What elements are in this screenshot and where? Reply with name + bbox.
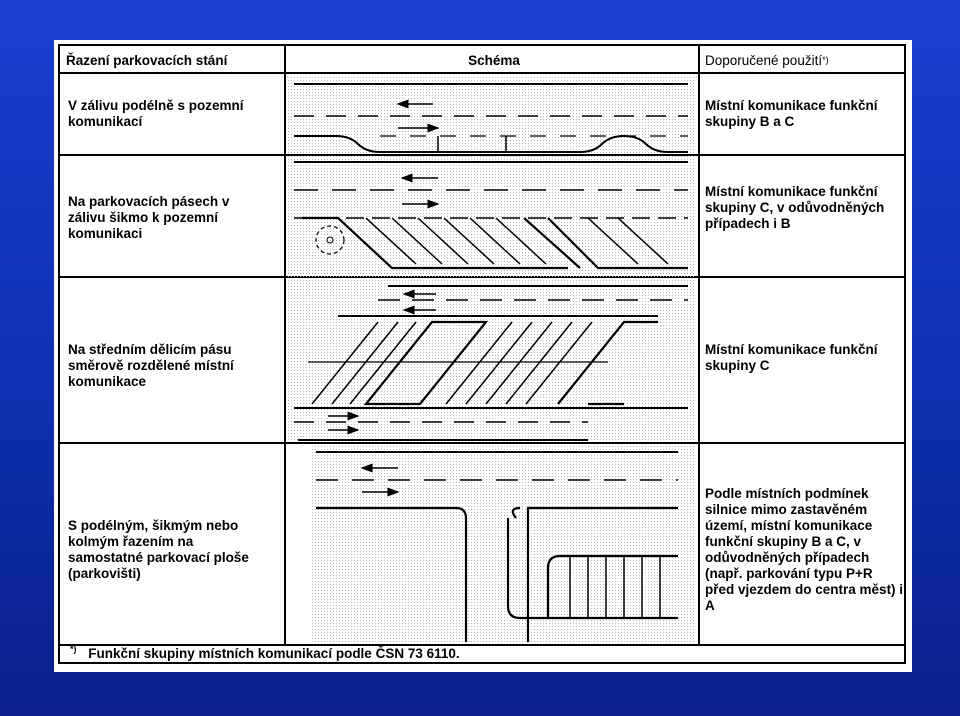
- row2-arrangement: Na parkovacích pásech v zálivu šikmo k pozemní komunikaci: [68, 194, 230, 241]
- row1-arrangement: V zálivu podélně s pozemní komunikací: [68, 98, 244, 129]
- header-schema-text: Schéma: [468, 52, 520, 68]
- row3-usage: Místní komunikace funkční skupiny C: [705, 342, 878, 373]
- footnote: [70, 644, 460, 661]
- row4-arrangement: S podélným, šikmým nebo kolmým řazením na samostatné parkovací ploše (parkovišti): [68, 518, 249, 581]
- header-usage: [705, 46, 905, 74]
- schema-drawings: [288, 74, 696, 644]
- row2-usage: Místní komunikace funkční skupiny C, v odůvodněných případech i B: [705, 184, 885, 231]
- header-usage-mark: *): [822, 55, 829, 65]
- schema-row1: [288, 76, 696, 154]
- header-arrangement-text: Řazení parkovacích stání: [66, 52, 228, 68]
- row1-usage: Místní komunikace funkční skupiny B a C: [705, 98, 878, 129]
- header-schema: [290, 46, 698, 74]
- column-divider-2: [698, 46, 700, 644]
- parking-table: [58, 44, 906, 664]
- footnote-mark: *): [70, 644, 77, 654]
- header-usage-text: Doporučené použití: [705, 52, 823, 68]
- header-arrangement: [66, 46, 286, 74]
- column-divider-1: [284, 46, 286, 644]
- row3-arrangement: Na středním dělicím pásu směrově rozdělené místní komunikace: [68, 342, 234, 389]
- schema-row4: [310, 446, 696, 644]
- document-sheet: [54, 40, 912, 672]
- footnote-text: Funkční skupiny místních komunikací podle ČSN 73 6110.: [88, 645, 460, 661]
- row4-usage: Podle místních podmínek silnice mimo zastavěném území, místní komunikace funkční skupiny B a C, v odůvodněných případech (např. parkování typu P+R před vjezdem do centra měst) i A: [705, 486, 904, 613]
- schema-row2: [288, 156, 696, 278]
- schema-row3: [288, 280, 696, 442]
